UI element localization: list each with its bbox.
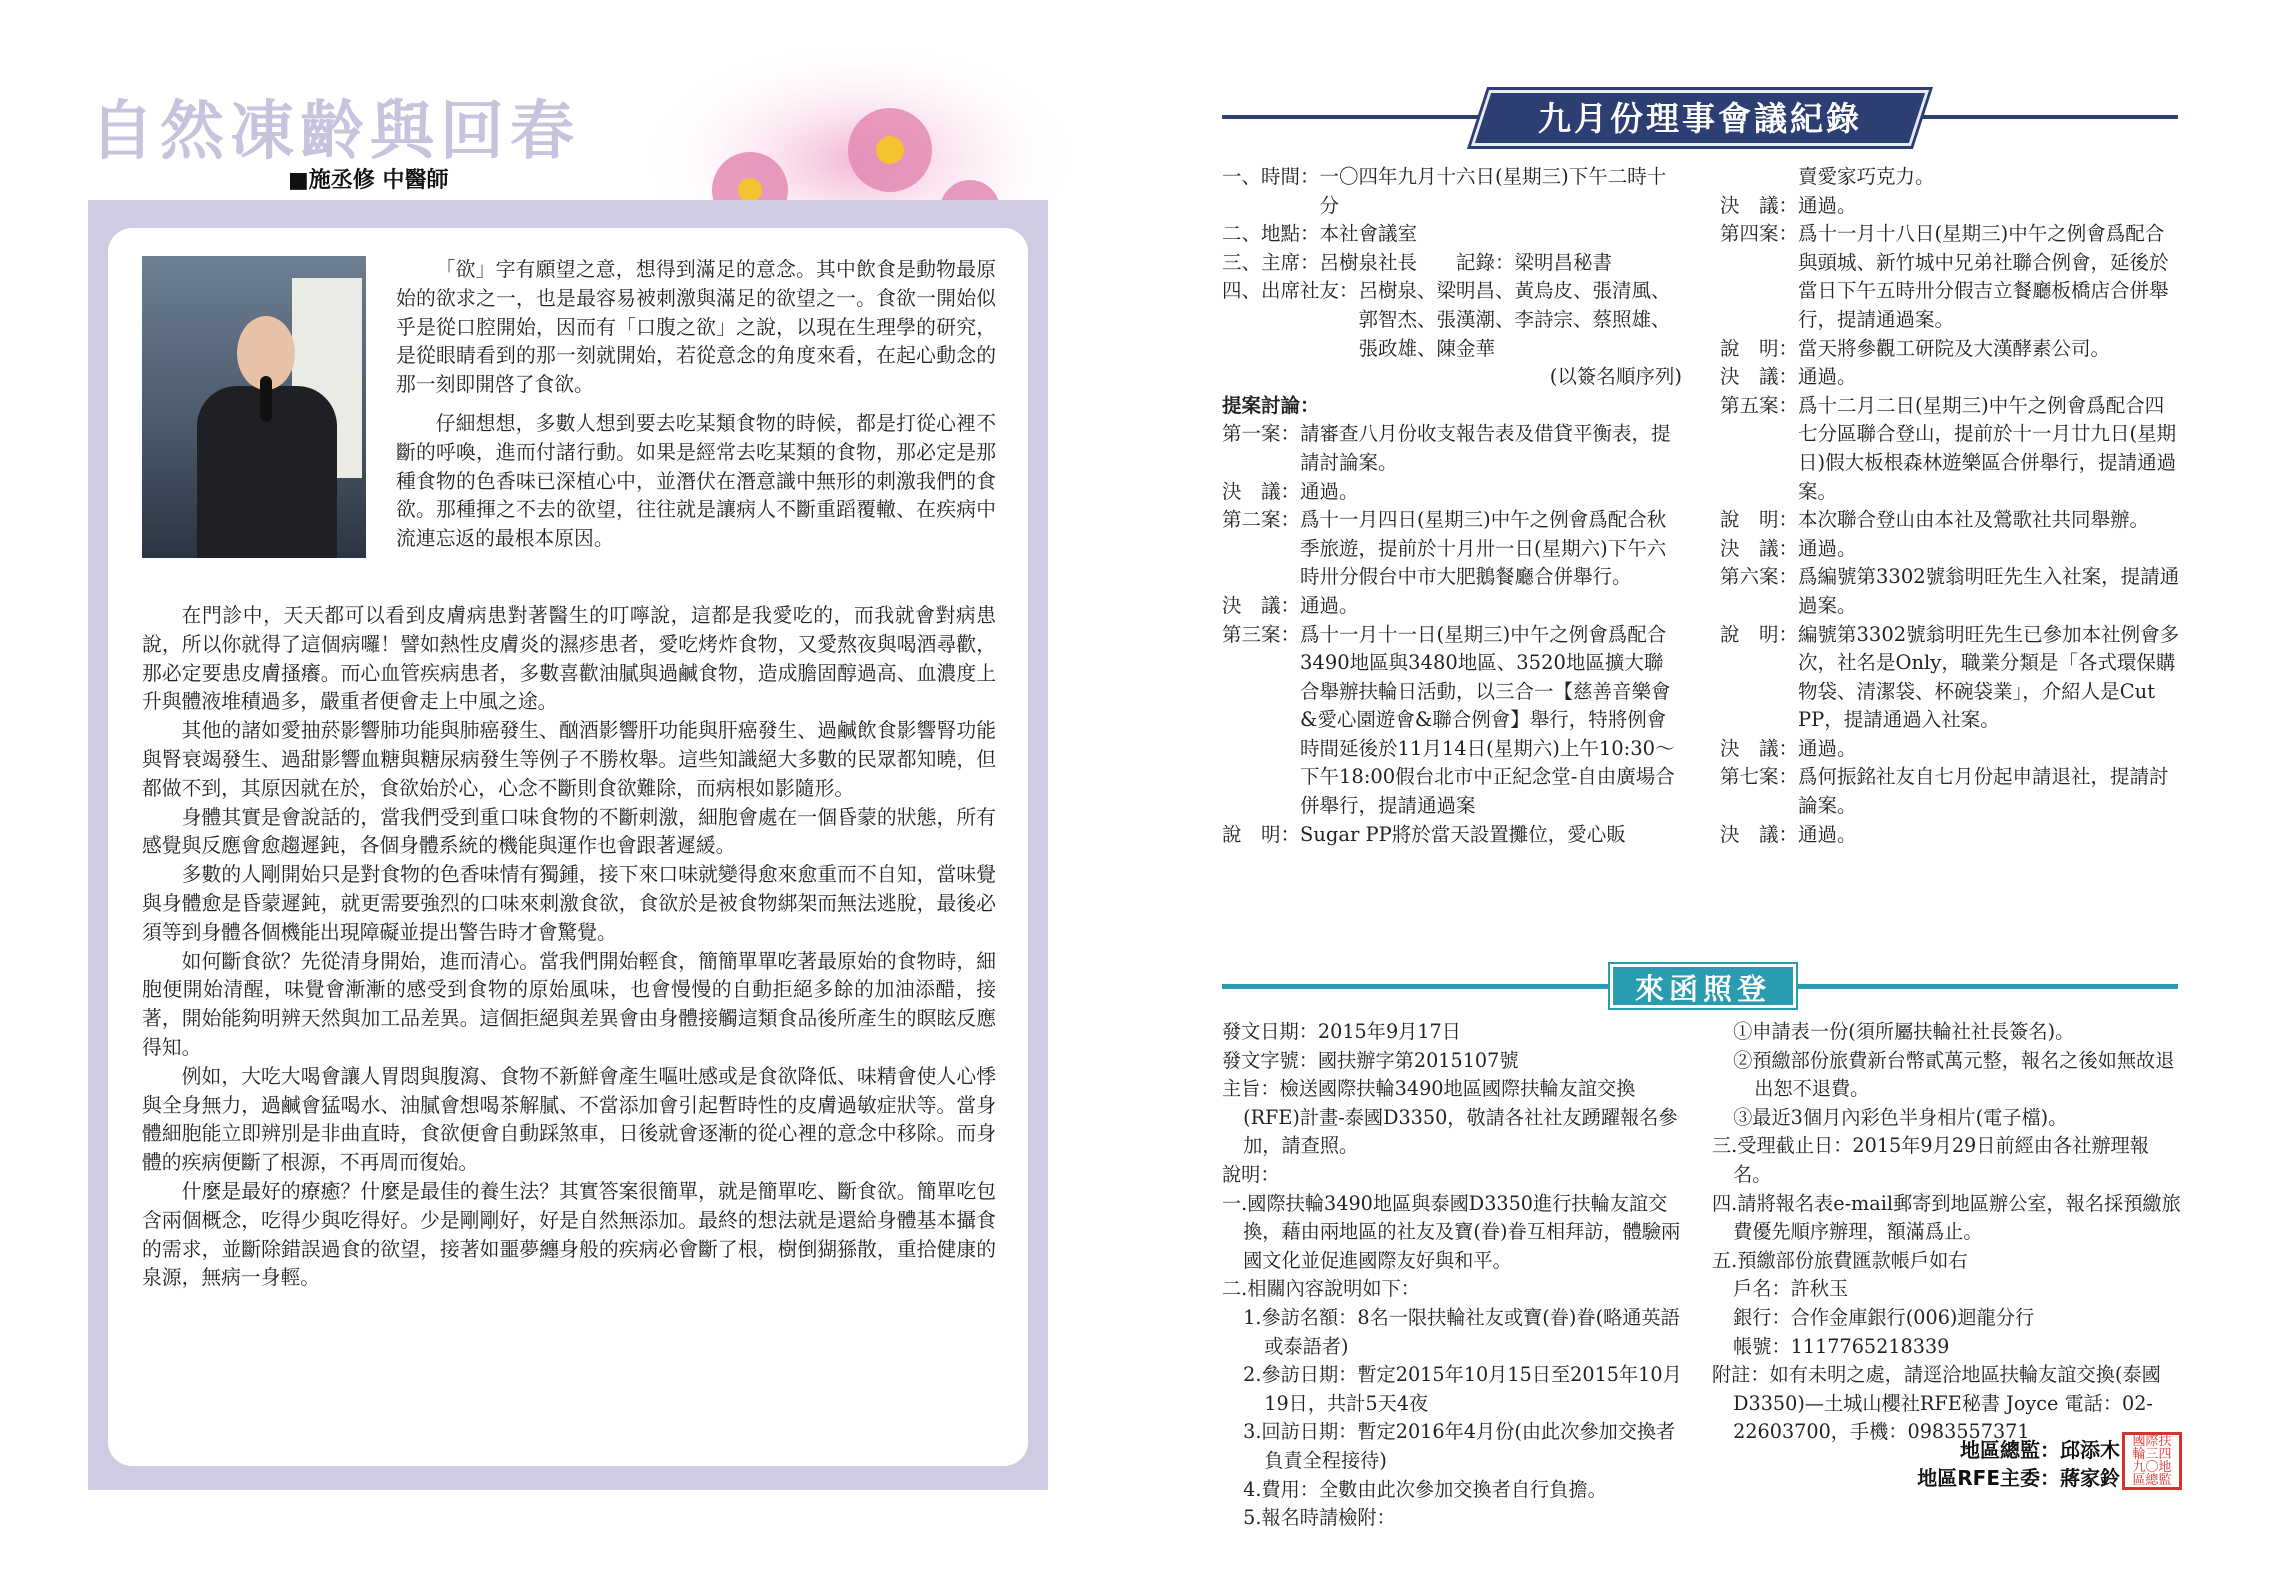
minutes-key: 決 議： [1720, 736, 1799, 760]
letter-line: 帳號：1117765218339 [1733, 1334, 1950, 1358]
minutes-row [1222, 420, 1682, 477]
minutes-row [1222, 621, 1682, 821]
letter-line: 5.報名時請檢附： [1243, 1506, 1396, 1530]
minutes-row [1222, 163, 1682, 220]
minutes-key: 決 議： [1222, 593, 1301, 617]
minutes-row [1720, 220, 2180, 334]
letter-line: 4.費用：全數由此次參加交換者自行負擔。 [1243, 1477, 1607, 1501]
letter-line: 發文字號：國扶辦字第2015107號 [1222, 1048, 1519, 1072]
minutes-value: 通過。 [1798, 536, 1857, 560]
minutes-right-column [1720, 163, 2180, 849]
minutes-row [1222, 478, 1682, 507]
minutes-row [1222, 277, 1682, 363]
minutes-key: 第六案： [1720, 565, 1799, 589]
letter-line: 一.國際扶輪3490地區與泰國D3350進行扶輪友誼交換，藉由兩地區的社友及寶(眷)眷互相拜訪，體驗兩國文化並促進國際友好與和平。 [1222, 1191, 1681, 1272]
letter-line: 銀行：合作金庫銀行(006)迴龍分行 [1733, 1305, 2035, 1329]
letter-line: 主旨：檢送國際扶輪3490地區國際扶輪友誼交換(RFE)計畫-泰國D3350，敬請各社社友踴躍報名參加，請查照。 [1222, 1077, 1678, 1158]
minutes-row [1222, 592, 1682, 621]
minutes-key: 說 明： [1720, 622, 1799, 646]
article-paragraph: 什麼是最好的療癒？什麼是最佳的養生法？其實答案很簡單，就是簡單吃、斷食欲。簡單吃包含兩個概念，吃得少與吃得好。少是剛剛好，好是自然無添加。最終的想法就是還給身體基本攝食的需求，並斷除錯誤過食的欲望，接著如噩夢纏身般的疾病必會斷了根，樹倒猢猻散，重拾健康的泉源，無病一身輕。 [142, 1179, 996, 1290]
minutes-value: 本社會議室 [1319, 222, 1418, 246]
minutes-row [1720, 563, 2180, 620]
signatures [1890, 1436, 2120, 1492]
minutes-key: 第一案： [1222, 422, 1301, 446]
minutes-row [1720, 163, 2180, 192]
letter-line: 戶名：許秋玉 [1733, 1277, 1849, 1301]
letter-right-column [1712, 1018, 2182, 1447]
article-paragraph: 「欲」字有願望之意，想得到滿足的意念。其中飲食是動物最原始的欲求之一，也是最容易被刺激與滿足的欲望之一。食欲一開始似乎是從口腔開始，因而有「口腹之欲」之說，以現在生理學的研究，是從眼睛看到的那一刻就開始，若從意念的角度來看，在起心動念的那一刻即開啓了食欲。 [396, 258, 996, 397]
signature-rfe-chair: 地區RFE主委：蔣家鈴 [1917, 1466, 2120, 1490]
minutes-value: 通過。 [1798, 365, 1857, 389]
article-body [142, 602, 996, 1293]
minutes-key: 說 明： [1222, 822, 1301, 846]
minutes-key: 決 議： [1222, 479, 1301, 503]
minutes-value: 通過。 [1798, 193, 1857, 217]
minutes-key: 二、地點： [1222, 222, 1320, 246]
article-paragraph: 其他的諸如愛抽菸影響肺功能與肺癌發生、酗酒影響肝功能與肝癌發生、過鹹飲食影響腎功能與腎衰竭發生、過甜影響血糖與糖尿病發生等例子不勝枚舉。這些知識絕大多數的民眾都知曉，但都做不到，其原因就在於，食欲始於心，心念不斷則食欲難除，而病根如影隨形。 [142, 719, 996, 800]
letter-line: 五.預繳部份旅費匯款帳戶如右 [1712, 1248, 1968, 1272]
letter-line: 3.回訪日期：暫定2016年4月份(由此次參加交換者負責全程接待) [1243, 1420, 1676, 1472]
minutes-row [1720, 535, 2180, 564]
minutes-row [1720, 821, 2180, 850]
minutes-value: 爲十一月四日(星期三)中午之例會爲配合秋季旅遊，提前於十月卅一日(星期六)下午六時卅分假台中市大肥鵝餐廳合併舉行。 [1300, 508, 1667, 589]
minutes-row [1222, 506, 1682, 592]
letter-line: 附註：如有未明之處，請逕洽地區扶輪友誼交換(泰國D3350)—土城山櫻社RFE秘書 Joyce 電話：02-22603700，手機：0983557371 [1712, 1363, 2161, 1444]
minutes-key: 決 議： [1720, 365, 1799, 389]
minutes-value: 一〇四年九月十六日(星期三)下午二時十分 [1319, 165, 1667, 217]
minutes-key: 決 議： [1720, 536, 1799, 560]
minutes-value: 爲十一月十一日(星期三)中午之例會爲配合3490地區與3480地區、3520地區擴大聯合舉辦扶輪日活動，以三合一【慈善音樂會&愛心園遊會&聯合例會】舉行，特將例會時間延後於11月14日(星期六)上午10:30～下午18:00假台北市中正紀念堂-自由廣場合併舉行，提請通過案 [1300, 622, 1675, 818]
minutes-key: 說 明： [1720, 508, 1799, 532]
minutes-key: 四、出席社友： [1222, 279, 1359, 303]
signature-governor: 地區總監：邱添木 [1960, 1438, 2120, 1462]
minutes-key: 第五案： [1720, 393, 1799, 417]
minutes-value: 賣愛家巧克力。 [1720, 165, 1935, 188]
minutes-key: 說 明： [1720, 336, 1799, 360]
article-paragraph: 在門診中，天天都可以看到皮膚病患對著醫生的叮嚀說，這都是我愛吃的，而我就會對病患說，所以你就得了這個病囉！譬如熱性皮膚炎的濕疹患者，愛吃烤炸食物，又愛熬夜與喝酒尋歡，那必定要患皮膚搔癢。而心血管疾病患者，多數喜歡油膩與過鹹食物，造成膽固醇過高、血濃度上升與體液堆積過多，嚴重者便會走上中風之途。 [142, 604, 996, 714]
article-paragraph: 多數的人剛開始只是對食物的色香味情有獨鍾，接下來口味就變得愈來愈重而不自知，當味覺與身體愈是昏蒙遲鈍，就更需要強烈的口味來刺激食欲，食欲於是被食物綁架而無法逃脫，最後必須等到身體各個機能出現障礙並提出警告時才會驚覺。 [142, 863, 996, 944]
letters-heading: 來函照登 [1610, 964, 1796, 1008]
minutes-key: 一、時間： [1222, 165, 1320, 188]
article-paragraph: 如何斷食欲？先從清身開始，進而清心。當我們開始輕食，簡簡單單吃著最原始的食物時，細胞便開始清醒，味覺會漸漸的感受到食物的原始風味，也會慢慢的自動拒絕多餘的加油添醋，接著，開始能夠明辨天然與加工品差異。這個拒絕與差異會由身體接觸這類食品後所產生的瞑眩反應得知。 [142, 949, 996, 1059]
minutes-key: 第三案： [1222, 622, 1301, 646]
sign-order-note: (以簽名順序列) [1549, 365, 1682, 389]
minutes-row [1222, 220, 1682, 249]
letter-line: ①申請表一份(須所屬扶輪社社長簽名)。 [1733, 1020, 2075, 1043]
minutes-value: 當天將參觀工研院及大漢酵素公司。 [1798, 336, 2111, 360]
letter-line: 1.參訪名額：8名一限扶輪社友或寶(眷)眷(略通英語或泰語者) [1243, 1305, 1680, 1358]
letter-line: 說明： [1222, 1162, 1280, 1186]
letter-line: 三.受理截止日：2015年9月29日前經由各社辦理報名。 [1712, 1134, 2149, 1186]
article-paragraph: 身體其實是會說話的，當我們受到重口味食物的不斷刺激，細胞會處在一個昏蒙的狀態，所有感覺與反應會愈趨遲鈍，各個身體系統的機能與運作也會跟著遲緩。 [142, 805, 996, 858]
minutes-value: 編號第3302號翁明旺先生已參加本社例會多次，社名是Only，職業分類是「各式環保購物袋、清潔袋、杯碗袋業」，介紹人是Cut PP，提請通過入社案。 [1798, 622, 2180, 732]
minutes-row [1720, 506, 2180, 535]
article-title: 自然凍齡與回春 [90, 95, 580, 169]
minutes-key: 第四案： [1720, 222, 1799, 246]
minutes-row [1720, 735, 2180, 764]
letter-line: 四.請將報名表e-mail郵寄到地區辦公室，報名採預繳旅費優先順序辦理，額滿爲止。 [1712, 1191, 2181, 1244]
minutes-value: 爲何振銘社友自七月份起申請退社，提請討論案。 [1798, 765, 2169, 818]
letter-line: 發文日期：2015年9月17日 [1222, 1020, 1461, 1043]
minutes-value: 呂樹泉、梁明昌、黃烏皮、張清風、郭智杰、張漢潮、李詩宗、蔡照雄、張政雄、陳金華 [1358, 279, 1671, 360]
minutes-row [1720, 621, 2180, 735]
letter-line: 二.相關內容說明如下： [1222, 1277, 1420, 1301]
minutes-key: 決 議： [1720, 822, 1799, 846]
minutes-value: 通過。 [1798, 736, 1857, 760]
minutes-row [1720, 763, 2180, 820]
letter-line: ②預繳部份旅費新台幣貳萬元整，報名之後如無故退出恕不退費。 [1733, 1048, 2175, 1101]
minutes-title: 九月份理事會議紀錄 [1538, 99, 1862, 138]
article-paragraph: 仔細想想，多數人想到要去吃某類食物的時候，都是打從心裡不斷的呼喚，進而付諸行動。如果是經常去吃某類的食物，那必定是那種食物的色香味已深植心中，並潛伏在潛意識中無形的刺激我們的食欲。那種揮之不去的欲望，往往就是讓病人不斷重蹈覆轍、在疾病中流連忘返的最根本原因。 [396, 412, 996, 551]
minutes-row [1222, 821, 1682, 850]
minutes-row [1720, 392, 2180, 506]
minutes-value: 請審查八月份收支報告表及借貸平衡表，提請討論案。 [1300, 422, 1671, 474]
letter-line: 2.參訪日期：暫定2015年10月15日至2015年10月19日，共計5天4夜 [1243, 1363, 1682, 1415]
minutes-value: 通過。 [1300, 479, 1359, 503]
minutes-value: 通過。 [1300, 593, 1359, 617]
author-photo [142, 256, 366, 558]
minutes-key: 第七案： [1720, 765, 1799, 789]
letter-line: ③最近3個月內彩色半身相片(電子檔)。 [1733, 1105, 2068, 1129]
minutes-value: 通過。 [1798, 822, 1857, 846]
minutes-left-column [1222, 163, 1682, 849]
seal-stamp: 國際扶輪三四九〇地區總監 [2122, 1432, 2182, 1490]
article-author: ■施丞修 中醫師 [288, 168, 449, 193]
minutes-row [1720, 335, 2180, 364]
minutes-key: 第二案： [1222, 508, 1301, 532]
minutes-row [1222, 249, 1682, 278]
minutes-value: 呂樹泉社長 記錄：梁明昌秘書 [1319, 250, 1613, 274]
proposals-heading: 提案討論： [1222, 393, 1320, 417]
minutes-value: 本次聯合登山由本社及鶯歌社共同舉辦。 [1798, 508, 2150, 532]
minutes-key: 三、主席： [1222, 250, 1320, 274]
article-paragraph: 例如，大吃大喝會讓人胃悶與腹瀉、食物不新鮮會產生嘔吐感或是食欲降低、味精會使人心悸與全身無力，過鹹會猛喝水、油膩會想喝茶解膩、不當添加會引起暫時性的皮膚過敏症狀等。當身體細胞能立即辨別是非曲直時，食欲便會自動踩煞車，日後就會逐漸的從心裡的意念中移除。而身體的疾病便斷了根源，不再周而復始。 [142, 1064, 996, 1175]
letter-left-column [1222, 1018, 1692, 1533]
minutes-value: 爲編號第3302號翁明旺先生入社案，提請通過案。 [1798, 565, 2180, 617]
minutes-value: 爲十二月二日(星期三)中午之例會爲配合四七分區聯合登山，提前於十一月廿九日(星期日)假大板根森林遊樂區合併舉行，提請通過案。 [1798, 393, 2177, 503]
minutes-row [1720, 363, 2180, 392]
minutes-value: 爲十一月十八日(星期三)中午之例會爲配合與頭城、新竹城中兄弟社聯合例會，延後於當日下午五時卅分假吉立餐廳板橋店合併舉行，提請通過案。 [1798, 222, 2169, 331]
minutes-value: Sugar PP將於當天設置攤位，愛心販 [1300, 822, 1626, 846]
minutes-row [1720, 192, 2180, 221]
minutes-key: 決 議： [1720, 193, 1799, 217]
